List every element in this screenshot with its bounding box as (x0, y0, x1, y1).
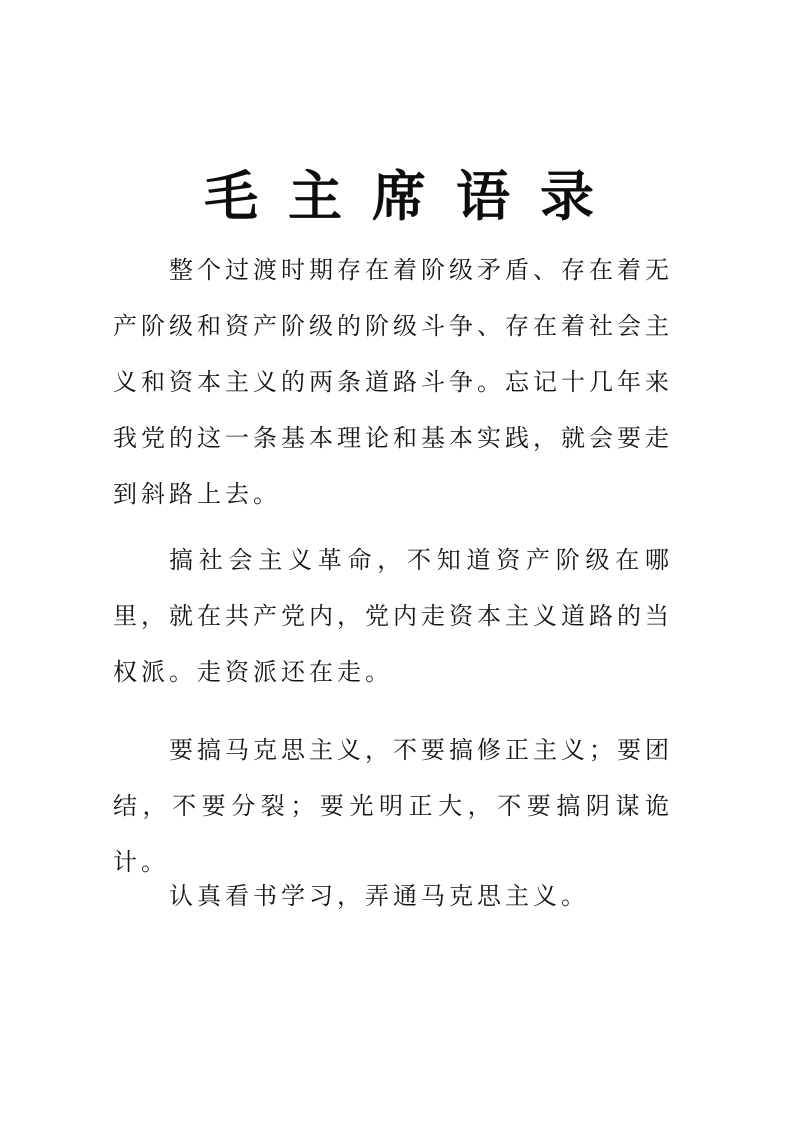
quote-paragraph-2: 搞社会主义革命，不知道资产阶级在哪里，就在共产党内，党内走资本主义道路的当权派。走资派还在走。 (113, 546, 673, 686)
quote-paragraph-4: 认真看书学习，弄通马克思主义。 (169, 882, 589, 910)
quote-paragraph-1: 整个过渡时期存在着阶级矛盾、存在着无产阶级和资产阶级的阶级斗争、存在着社会主义和资本主义的两条道路斗争。忘记十几年来我党的这一条基本理论和基本实践，就会要走到斜路上去。 (113, 256, 673, 508)
page-title: 毛主席语录 (204, 164, 624, 229)
quote-paragraph-3: 要搞马克思主义，不要搞修正主义；要团结，不要分裂；要光明正大，不要搞阴谋诡计。 (113, 736, 673, 876)
